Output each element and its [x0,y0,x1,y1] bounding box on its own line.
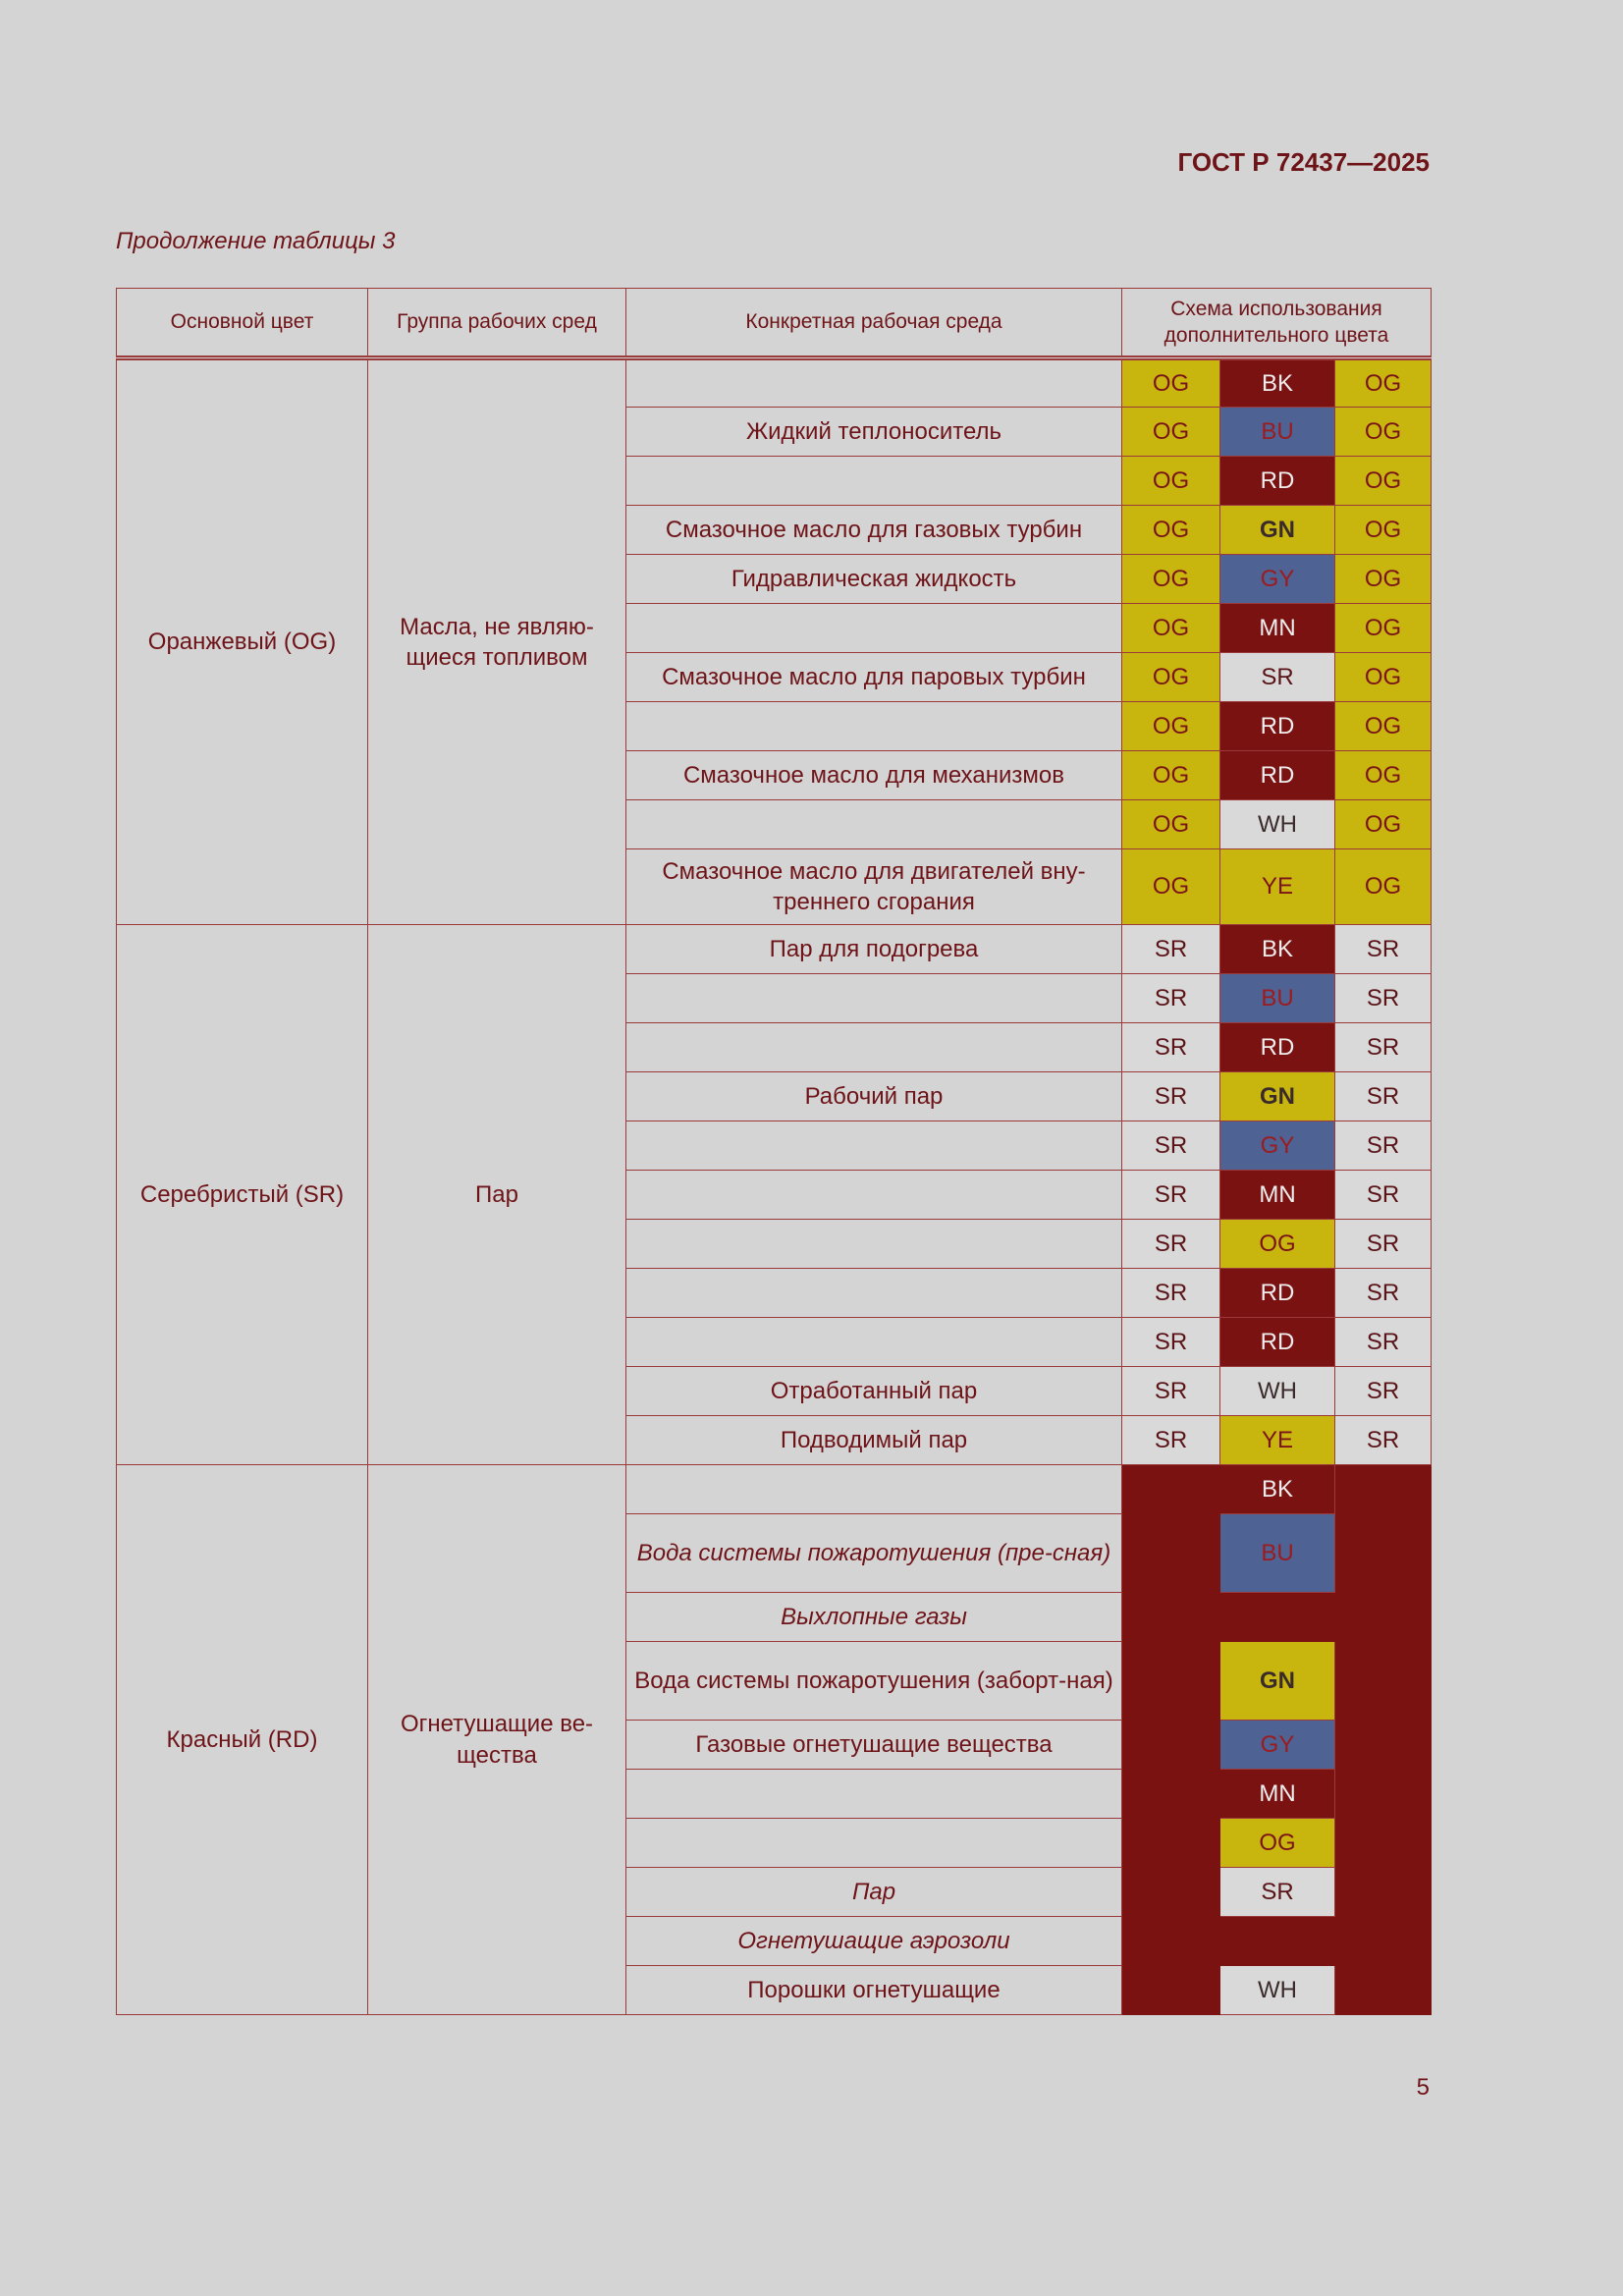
table-row [117,358,1432,408]
media-group-cell: Масла, не являю-щиеся топливом [368,358,626,925]
color-swatch-right: OG [1335,800,1432,849]
color-swatch-left: OG [1122,653,1220,702]
color-swatch-right [1335,1514,1432,1593]
color-swatch-center: MN [1220,1171,1335,1220]
color-swatch-center: GN [1220,1642,1335,1721]
color-swatch-left: OG [1122,702,1220,751]
color-swatch-left [1122,1642,1220,1721]
specific-medium-cell: Пар для подогрева [626,925,1122,974]
base-color-cell: Красный (RD) [117,1465,368,2015]
specific-medium-cell [626,1023,1122,1072]
color-swatch-left: SR [1122,1269,1220,1318]
color-swatch-left: OG [1122,408,1220,457]
color-swatch-center: WH [1220,1966,1335,2015]
base-color-cell: Серебристый (SR) [117,925,368,1465]
color-swatch-center: RD [1220,751,1335,800]
specific-medium-cell: Смазочное масло для газовых турбин [626,506,1122,555]
color-swatch-left: SR [1122,1072,1220,1121]
header-base-color: Основной цвет [117,289,368,358]
color-swatch-left [1122,1966,1220,2015]
color-swatch-left: OG [1122,800,1220,849]
color-swatch-right [1335,1917,1432,1966]
color-swatch-center: BK [1220,925,1335,974]
color-swatch-right: OG [1335,849,1432,925]
color-swatch-center: GY [1220,1121,1335,1171]
page-number: 5 [1416,2074,1430,2101]
header-media-group: Группа рабочих сред [368,289,626,358]
color-swatch-left [1122,1917,1220,1966]
color-swatch-center: GY [1220,555,1335,604]
specific-medium-cell [626,1819,1122,1868]
color-swatch-right: OG [1335,702,1432,751]
header-specific-medium: Конкретная рабочая среда [626,289,1122,358]
media-group-cell: Пар [368,925,626,1465]
color-swatch-center: BU [1220,408,1335,457]
base-color-cell: Оранжевый (OG) [117,358,368,925]
specific-medium-cell: Рабочий пар [626,1072,1122,1121]
color-swatch-left: SR [1122,1023,1220,1072]
color-swatch-center: MN [1220,1770,1335,1819]
color-swatch-right: SR [1335,974,1432,1023]
color-swatch-left: OG [1122,604,1220,653]
specific-medium-cell: Газовые огнетушащие вещества [626,1721,1122,1770]
color-swatch-left: SR [1122,1318,1220,1367]
color-swatch-center: WH [1220,1367,1335,1416]
color-swatch-right: SR [1335,1023,1432,1072]
color-swatch-right [1335,1819,1432,1868]
color-swatch-right: OG [1335,653,1432,702]
color-swatch-right [1335,1770,1432,1819]
color-swatch-center: GY [1220,1721,1335,1770]
table-row [117,925,1432,974]
color-swatch-left: OG [1122,751,1220,800]
specific-medium-cell [626,1770,1122,1819]
color-swatch-center: SR [1220,653,1335,702]
color-swatch-center: MN [1220,604,1335,653]
color-swatch-left: SR [1122,1121,1220,1171]
specific-medium-cell [626,1121,1122,1171]
table-row [117,1465,1432,1514]
specific-medium-cell [626,1318,1122,1367]
color-swatch-right [1335,1966,1432,2015]
color-swatch-center: BU [1220,1514,1335,1593]
specific-medium-cell: Смазочное масло для двигателей вну-треннего сгорания [626,849,1122,925]
color-swatch-right: SR [1335,1269,1432,1318]
specific-medium-cell [626,457,1122,506]
color-swatch-left: OG [1122,358,1220,408]
standard-number: ГОСТ Р 72437—2025 [1177,147,1430,177]
color-scheme-table [116,288,1432,2015]
color-swatch-right: SR [1335,1367,1432,1416]
specific-medium-cell: Пар [626,1868,1122,1917]
color-swatch-right: SR [1335,1171,1432,1220]
color-swatch-left: OG [1122,849,1220,925]
color-swatch-left: OG [1122,506,1220,555]
specific-medium-cell: Вода системы пожаротушения (пре-сная) [626,1514,1122,1593]
color-swatch-left: SR [1122,1416,1220,1465]
color-swatch-left [1122,1593,1220,1642]
color-swatch-center: SR [1220,1868,1335,1917]
color-swatch-right: OG [1335,358,1432,408]
color-swatch-left [1122,1465,1220,1514]
color-swatch-right [1335,1868,1432,1917]
color-swatch-right [1335,1642,1432,1721]
color-swatch-right: SR [1335,1121,1432,1171]
color-swatch-left [1122,1819,1220,1868]
specific-medium-cell: Выхлопные газы [626,1593,1122,1642]
color-swatch-right: OG [1335,457,1432,506]
color-swatch-center: OG [1220,1220,1335,1269]
specific-medium-cell [626,604,1122,653]
color-swatch-center: RD [1220,1318,1335,1367]
specific-medium-cell [626,800,1122,849]
table-body [117,358,1432,2015]
specific-medium-cell: Порошки огнетушащие [626,1966,1122,2015]
color-swatch-left [1122,1721,1220,1770]
specific-medium-cell: Подводимый пар [626,1416,1122,1465]
color-swatch-center: BU [1220,974,1335,1023]
specific-medium-cell [626,974,1122,1023]
color-swatch-center: RD [1220,1023,1335,1072]
color-swatch-left [1122,1514,1220,1593]
table-header-row [117,289,1432,358]
color-swatch-right: OG [1335,751,1432,800]
color-swatch-center: WH [1220,800,1335,849]
color-swatch-right: SR [1335,1416,1432,1465]
specific-medium-cell: Жидкий теплоноситель [626,408,1122,457]
color-swatch-center: GN [1220,1072,1335,1121]
media-group-cell: Огнетушащие ве-щества [368,1465,626,2015]
color-swatch-left [1122,1868,1220,1917]
specific-medium-cell [626,358,1122,408]
color-swatch-left: SR [1122,974,1220,1023]
color-swatch-center: RD [1220,457,1335,506]
color-swatch-center: BK [1220,358,1335,408]
color-swatch-center: BK [1220,1465,1335,1514]
color-swatch-center: GN [1220,506,1335,555]
color-swatch-center: RD [1220,1269,1335,1318]
color-swatch-left: SR [1122,1171,1220,1220]
color-swatch-center: OG [1220,1819,1335,1868]
color-swatch-right: OG [1335,506,1432,555]
specific-medium-cell: Отработанный пар [626,1367,1122,1416]
color-swatch-right: SR [1335,1220,1432,1269]
color-swatch-right [1335,1721,1432,1770]
color-swatch-center [1220,1593,1335,1642]
color-swatch-left: OG [1122,555,1220,604]
color-swatch-left: SR [1122,1367,1220,1416]
specific-medium-cell [626,702,1122,751]
color-swatch-center [1220,1917,1335,1966]
specific-medium-cell: Смазочное масло для паровых турбин [626,653,1122,702]
specific-medium-cell [626,1269,1122,1318]
color-swatch-center: YE [1220,849,1335,925]
color-swatch-right: OG [1335,555,1432,604]
specific-medium-cell [626,1220,1122,1269]
color-swatch-left [1122,1770,1220,1819]
specific-medium-cell: Огнетушащие аэрозоли [626,1917,1122,1966]
color-swatch-right [1335,1465,1432,1514]
header-color-scheme: Схема использования дополнительного цвета [1122,289,1432,358]
specific-medium-cell: Гидравлическая жидкость [626,555,1122,604]
color-swatch-left: SR [1122,925,1220,974]
table-continuation-caption: Продолжение таблицы 3 [116,228,396,254]
specific-medium-cell [626,1465,1122,1514]
color-swatch-left: OG [1122,457,1220,506]
specific-medium-cell [626,1171,1122,1220]
color-swatch-right: OG [1335,408,1432,457]
color-swatch-right: OG [1335,604,1432,653]
color-swatch-center: YE [1220,1416,1335,1465]
specific-medium-cell: Смазочное масло для механизмов [626,751,1122,800]
color-swatch-right: SR [1335,1318,1432,1367]
color-swatch-right [1335,1593,1432,1642]
color-swatch-right: SR [1335,1072,1432,1121]
specific-medium-cell: Вода системы пожаротушения (заборт-ная) [626,1642,1122,1721]
color-swatch-left: SR [1122,1220,1220,1269]
color-swatch-right: SR [1335,925,1432,974]
color-swatch-center: RD [1220,702,1335,751]
